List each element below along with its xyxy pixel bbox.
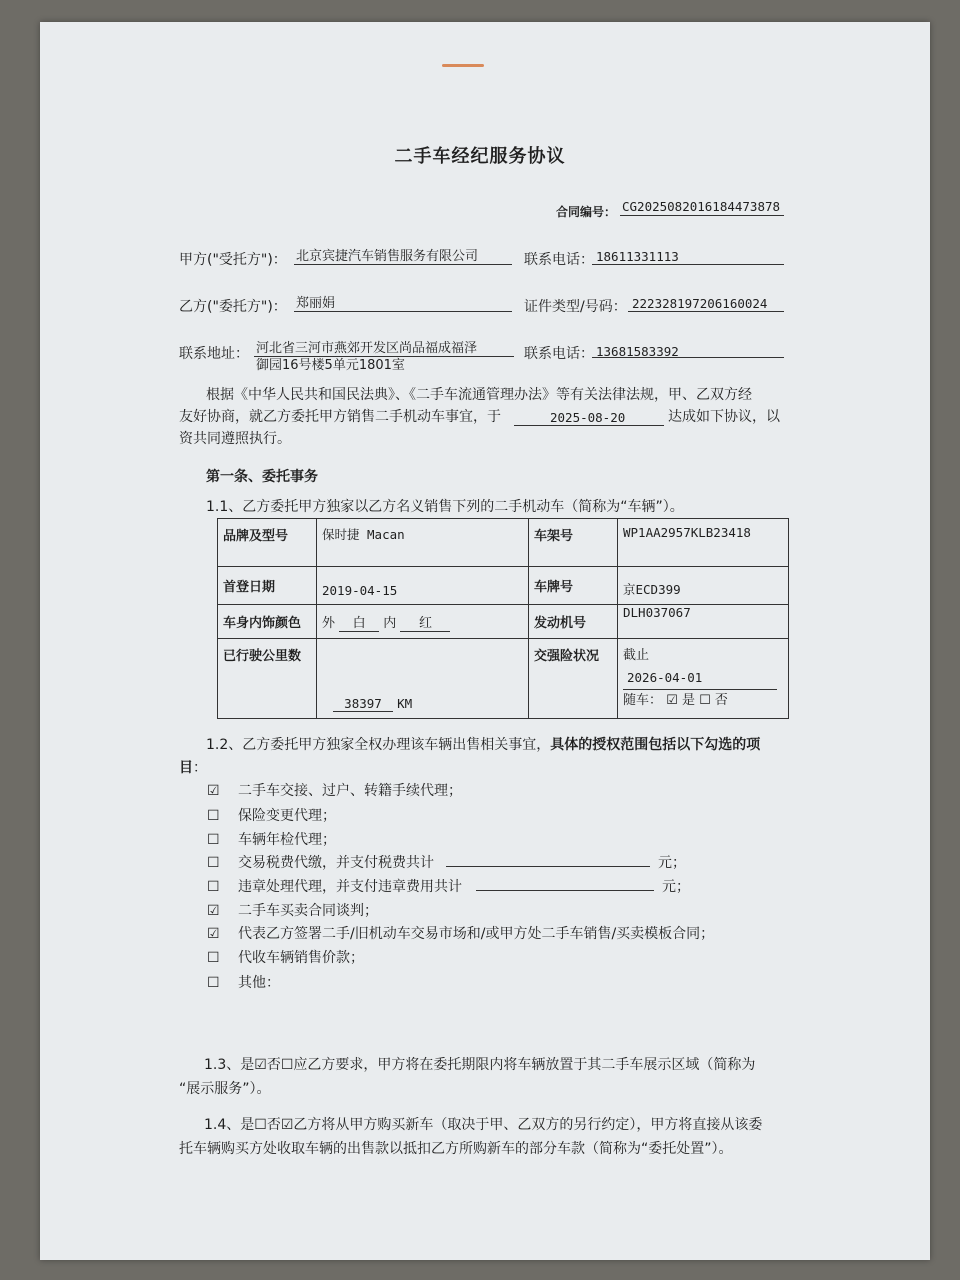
mileage-unit: KM (397, 696, 413, 711)
insurance-until-row (623, 645, 783, 690)
plate-value: 京ECD399 (618, 567, 789, 605)
clause-1-4-line2: 托车辆购买方处收取车辆的出售款以抵扣乙方所购新车的部分车款（简称为“委托处置”）。 (179, 1141, 733, 1157)
engine-label: 发动机号 (529, 605, 618, 639)
address-phone: 13681583392 (596, 344, 679, 359)
brand-value: 保时捷 Macan (317, 519, 529, 567)
clause-1-3-line2: “展示服务”）。 (179, 1081, 271, 1097)
option-label: 其他： (238, 975, 281, 991)
tax-suffix: 元； (658, 855, 686, 871)
party-b-id-label: 证件类型/号码： (524, 299, 627, 315)
option-row (207, 923, 714, 943)
mileage-value: 38397 (333, 696, 393, 712)
party-a-name: 北京宾捷汽车销售服务有限公司 (296, 249, 479, 264)
clause-1-2-text: 1.2、乙方委托甲方独家全权办理该车辆出售相关事宜， (206, 737, 551, 753)
contract-number-label: 合同编号： (556, 205, 617, 219)
option-checkbox[interactable]: ☑ (207, 903, 220, 919)
vin-label: 车架号 (529, 519, 618, 567)
insurance-cell (618, 639, 789, 719)
insurance-until: 2026-04-01 (623, 667, 777, 690)
party-b-underline (294, 311, 512, 312)
party-a-underline (294, 264, 512, 265)
option-row (207, 852, 434, 872)
intro-line2b: 达成如下协议，以 (668, 409, 780, 425)
party-b-name: 郑丽娟 (296, 296, 336, 311)
option-label: 违章处理代理，并支付违章费用共计 (238, 879, 463, 895)
clause-1-1: 1.1、乙方委托甲方独家以乙方名义销售下列的二手机动车（简称为“车辆”）。 (206, 499, 684, 515)
agreement-date: 2025-08-20 (550, 410, 626, 425)
clause-1-2 (206, 734, 760, 756)
insurance-label: 交强险状况 (529, 639, 618, 719)
option-row (207, 876, 462, 896)
option-checkbox[interactable]: ☑ (207, 926, 220, 942)
color-label: 车身内饰颜色 (218, 605, 317, 639)
clause-1-2-cont (179, 757, 207, 779)
address-line2: 御园16号楼5单元1801室 (256, 358, 405, 373)
clause-1-2-bold: 具体的授权范围包括以下勾选的项 (550, 737, 761, 753)
option-checkbox[interactable]: ☐ (207, 975, 220, 991)
option-row (207, 972, 280, 992)
address-phone-label: 联系电话： (524, 346, 594, 362)
option-row (207, 780, 462, 800)
with-car-yes-label: 是 (681, 693, 695, 708)
reg-date-value: 2019-04-15 (317, 567, 529, 605)
mileage-cell (317, 639, 529, 719)
option-label: 保险变更代理； (238, 808, 337, 824)
reg-date-label: 首登日期 (218, 567, 317, 605)
clause-1-4-line1: 1.4、是☐否☑乙方将从甲方购买新车（取决于甲、乙双方的另行约定），甲方将直接从该委 (204, 1117, 763, 1133)
vehicle-table (217, 518, 789, 719)
mileage-label: 已行驶公里数 (218, 639, 317, 719)
party-b-label: 乙方("委托方")： (179, 299, 287, 315)
violation-suffix: 元； (662, 879, 690, 895)
color-outer: 白 (339, 612, 379, 632)
document-title: 二手车经纪服务协议 (394, 146, 566, 167)
option-checkbox[interactable]: ☐ (207, 879, 220, 895)
intro-line2a: 友好协商，就乙方委托甲方销售二手机动车事宜，于 (179, 409, 501, 425)
option-row (207, 947, 364, 967)
agreement-date-underline (514, 425, 664, 426)
option-label: 二手车交接、过户、转籍手续代理； (238, 783, 463, 799)
clause-1-2-bold2: 目 (179, 760, 193, 776)
color-value (317, 605, 529, 639)
article1-heading: 第一条、委托事务 (206, 469, 318, 485)
option-checkbox[interactable]: ☐ (207, 832, 220, 848)
intro-line3: 资共同遵照执行。 (179, 431, 291, 447)
option-label: 二手车买卖合同谈判； (238, 903, 379, 919)
plate-label: 车牌号 (529, 567, 618, 605)
engine-value: DLH037067 (618, 605, 789, 639)
with-car-row (623, 690, 783, 712)
option-row (207, 900, 378, 920)
color-inner-label: 内 (383, 616, 397, 631)
option-row (207, 829, 336, 849)
party-b-id-underline (628, 311, 784, 312)
party-a-phone: 18611331113 (596, 249, 679, 264)
address-label: 联系地址： (179, 346, 249, 362)
option-label: 代表乙方签署二手/旧机动车交易市场和/或甲方处二手车销售/买卖模板合同； (238, 926, 715, 942)
brand-label: 品牌及型号 (218, 519, 317, 567)
address-phone-underline (592, 357, 784, 358)
intro-line1: 根据《中华人民共和国民法典》、《二手车流通管理办法》等有关法律法规，甲、乙双方经 (206, 387, 752, 403)
insurance-until-label: 截止 (623, 648, 650, 663)
option-checkbox[interactable]: ☐ (207, 950, 220, 966)
contract-underline (620, 215, 784, 216)
with-car-yes-box[interactable]: ☑ (666, 693, 678, 708)
with-car-no-label: 否 (714, 693, 728, 708)
option-label: 代收车辆销售价款； (238, 950, 365, 966)
address-line1: 河北省三河市燕郊开发区尚品福成福泽 (256, 341, 478, 356)
with-car-label: 随车： (623, 693, 663, 708)
with-car-no-box[interactable]: ☐ (699, 693, 711, 708)
option-label: 车辆年检代理； (238, 832, 337, 848)
party-a-phone-label: 联系电话： (524, 252, 594, 268)
party-a-phone-underline (592, 264, 784, 265)
color-outer-label: 外 (322, 616, 336, 631)
option-checkbox[interactable]: ☐ (207, 855, 220, 871)
option-checkbox[interactable]: ☑ (207, 783, 220, 799)
clause-1-2-colon: ： (193, 760, 207, 776)
option-checkbox[interactable]: ☐ (207, 808, 220, 824)
tax-amount-underline (446, 866, 650, 867)
vin-value: WP1AA2957KLB23418 (618, 519, 789, 567)
staple-mark (442, 64, 484, 67)
party-a-label: 甲方("受托方")： (179, 252, 287, 268)
clause-1-3-line1: 1.3、是☑否☐应乙方要求，甲方将在委托期限内将车辆放置于其二手车展示区域（简称为 (204, 1057, 756, 1073)
option-row (207, 805, 336, 825)
party-b-id: 222328197206160024 (632, 296, 768, 311)
option-label: 交易税费代缴，并支付税费共计 (238, 855, 435, 871)
address-underline (254, 356, 514, 357)
contract-number: CG2025082016184473878 (622, 199, 781, 214)
violation-amount-underline (476, 890, 654, 891)
color-inner: 红 (400, 612, 450, 632)
